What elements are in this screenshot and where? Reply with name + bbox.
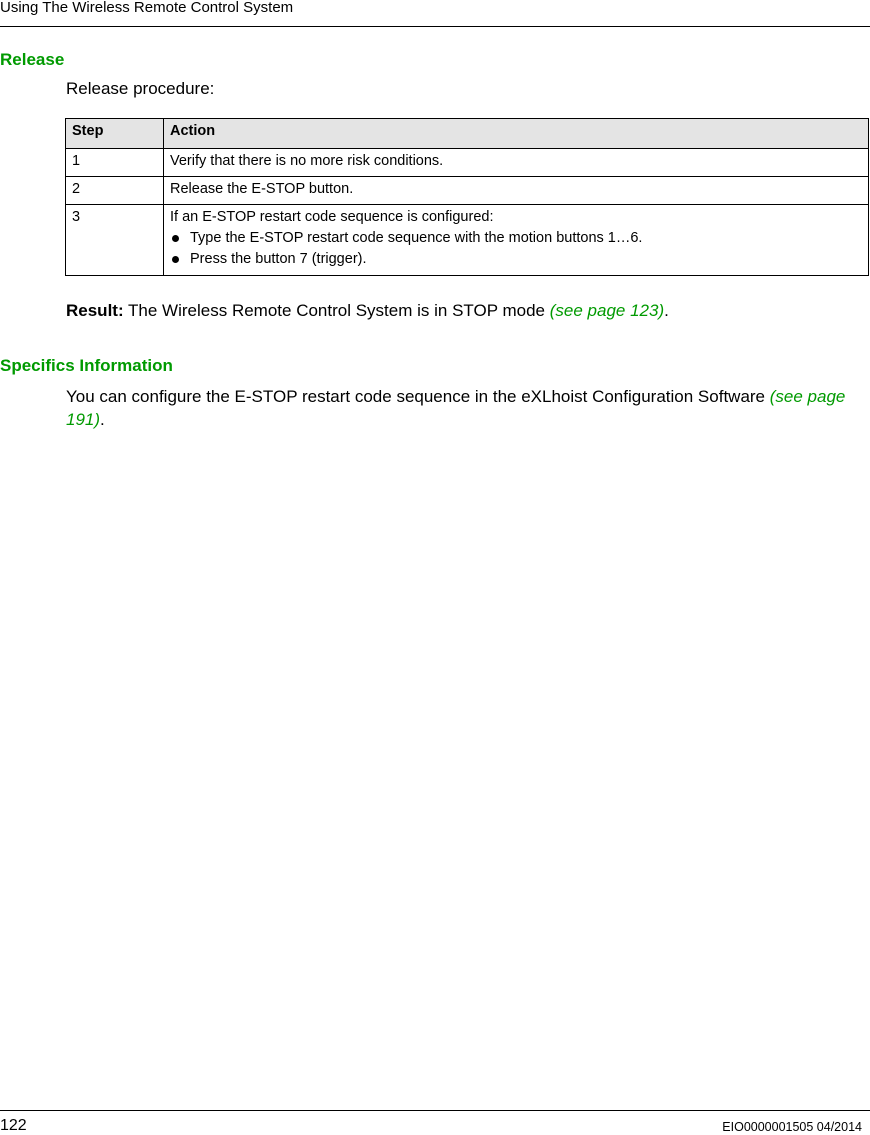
list-item-text: Type the E-STOP restart code sequence with the motion buttons 1…6. bbox=[190, 230, 643, 246]
specifics-text: You can configure the E-STOP restart code sequence in the eXLhoist Configuration Software bbox=[66, 387, 770, 406]
step-action: If an E-STOP restart code sequence is configured: bbox=[170, 209, 494, 225]
column-header-action: Action bbox=[164, 119, 869, 149]
step-action: Verify that there is no more risk conditions. bbox=[164, 149, 869, 177]
footer-rule bbox=[0, 1110, 870, 1111]
section-heading-specifics: Specifics Information bbox=[0, 356, 173, 375]
specifics-link-open: ( bbox=[769, 387, 776, 406]
step-number: 3 bbox=[66, 205, 164, 276]
header-rule bbox=[0, 26, 870, 27]
release-intro: Release procedure: bbox=[66, 79, 215, 98]
result-end: . bbox=[664, 301, 669, 320]
bullet-dot-icon bbox=[172, 235, 179, 242]
table-row bbox=[66, 177, 869, 205]
list-item bbox=[170, 249, 862, 270]
step-number: 1 bbox=[66, 149, 164, 177]
result-link-open: ( bbox=[549, 301, 556, 320]
step-action: Release the E-STOP button. bbox=[164, 177, 869, 205]
result-text: The Wireless Remote Control System is in STOP mode bbox=[123, 301, 550, 320]
result-label: Result: bbox=[66, 301, 124, 320]
step-bullet-list bbox=[170, 228, 862, 270]
specifics-end: . bbox=[100, 410, 105, 429]
running-header-title: Using The Wireless Remote Control System bbox=[0, 0, 294, 16]
page-number: 122 bbox=[0, 1117, 27, 1134]
result-statement bbox=[66, 301, 669, 321]
step-number: 2 bbox=[66, 177, 164, 205]
list-item bbox=[170, 228, 862, 249]
bullet-dot-icon bbox=[172, 256, 179, 263]
section-heading-release: Release bbox=[0, 50, 65, 69]
release-procedure-table bbox=[65, 118, 869, 276]
page-123-link[interactable]: see page 123 bbox=[555, 301, 659, 320]
table-header-row bbox=[66, 119, 869, 149]
specifics-link-close: ) bbox=[94, 410, 101, 429]
table-row bbox=[66, 205, 869, 276]
document-id: EIO0000001505 04/2014 bbox=[722, 1120, 862, 1134]
specifics-paragraph bbox=[66, 385, 856, 431]
list-item-text: Press the button 7 (trigger). bbox=[190, 251, 367, 267]
column-header-step: Step bbox=[66, 119, 164, 149]
table-row bbox=[66, 149, 869, 177]
step-action-cell bbox=[164, 205, 869, 276]
result-link-close: ) bbox=[658, 301, 665, 320]
page-191-link[interactable]: see page 191 bbox=[66, 387, 846, 429]
